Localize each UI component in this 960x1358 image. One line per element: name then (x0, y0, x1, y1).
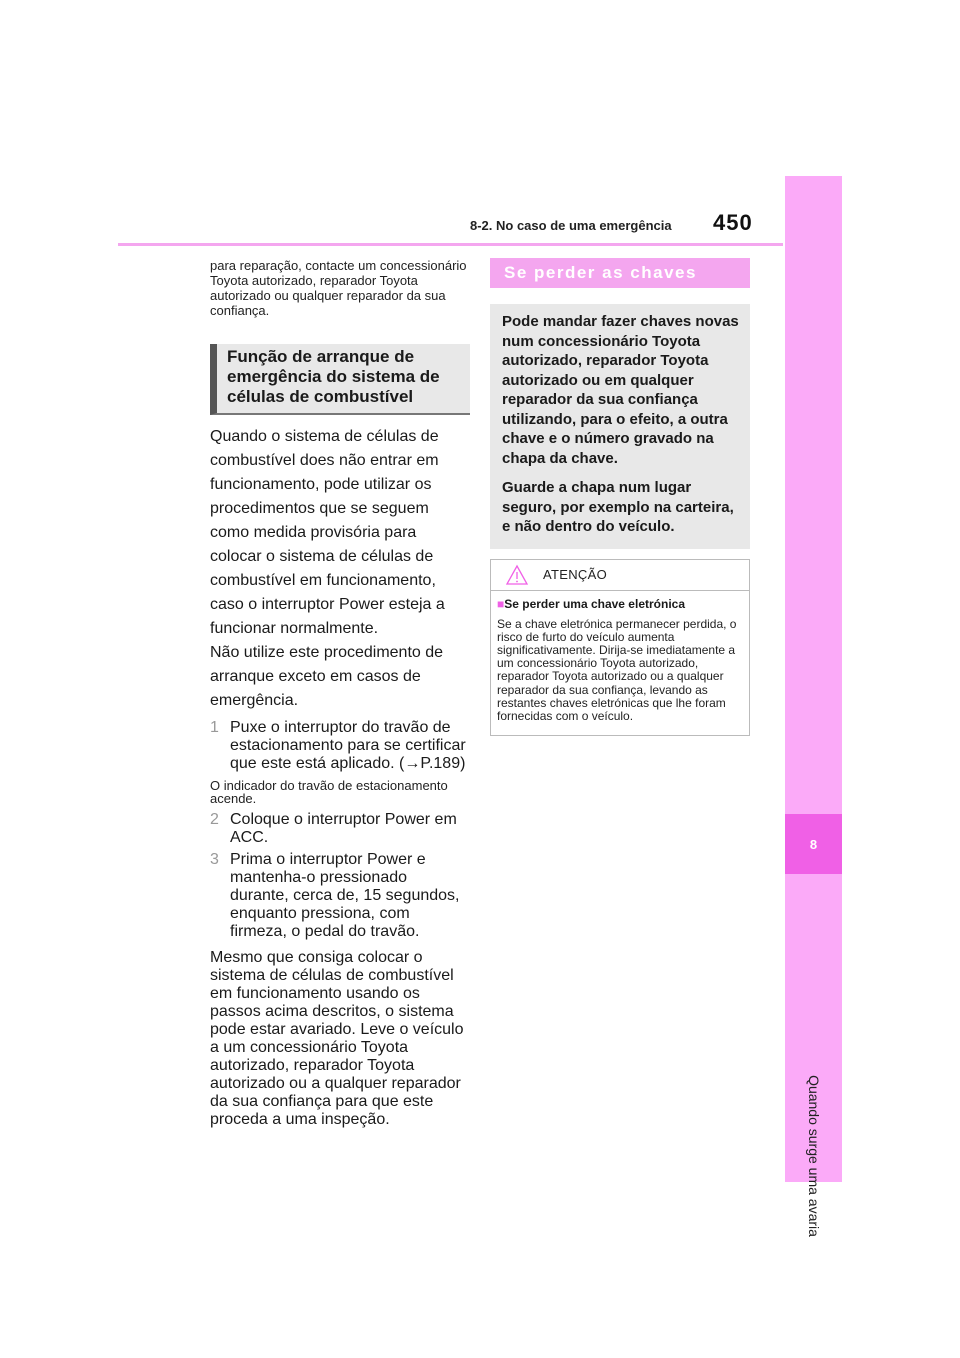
warning-body (491, 591, 749, 724)
chapter-title: Quando surge uma avaria (806, 1075, 822, 1237)
header-rule (118, 243, 783, 246)
left-column (210, 258, 470, 1129)
callout-paragraph: Guarde a chapa num lugar seguro, por exemplo na carteira, e não dentro do veículo. (502, 479, 734, 535)
step-number: 2 (210, 811, 219, 828)
page-number: 450 (713, 210, 753, 235)
step-number: 3 (210, 851, 219, 868)
step-text: Coloque o interruptor Power em ACC. (230, 811, 457, 846)
procedure-steps-continued (210, 811, 470, 941)
warning-box (490, 559, 750, 737)
right-column (490, 258, 750, 736)
step-note: O indicador do travão de estacionamento acende. (210, 778, 448, 806)
chapter-number: 8 (785, 814, 842, 874)
closing-paragraph: Mesmo que consiga colocar o sistema de células de combustível em funcionamento usando os passos acima descritos, o sistema pode estar avariado. Leve o veículo a um concessionário Toyota autorizado, reparador Toyota autorizado ou a qualquer reparador da sua confiança para que este proceda a uma inspeção. (210, 949, 464, 1128)
square-bullet-icon: ■ (497, 596, 505, 611)
emergency-start-paragraph: Quando o sistema de células de combustível does não entrar em funcionamento, pode utilizar os procedimentos que se seguem como medida provisória para colocar o sistema de células de combustível em funcionamento, caso o interruptor Power esteja a funcionar normalmente. (210, 428, 445, 637)
step-text: Prima o interruptor Power e mantenha-o pressionado durante, cerca de, 15 segundos, enquanto pressiona, com firmeza, o pedal do travão. (230, 851, 460, 940)
step-item (210, 811, 470, 847)
section-label: 8-2. No caso de uma emergência (470, 218, 672, 233)
step-number: 1 (210, 719, 219, 736)
intro-paragraph: para reparação, contacte um concessionário Toyota autorizado, reparador Toyota autorizado ou qualquer reparador da sua confiança. (210, 258, 467, 318)
callout-paragraph: Pode mandar fazer chaves novas num concessionário Toyota autorizado, reparador Toyota autorizado ou em qualquer reparador da sua confiança utilizando, para o efeito, a outra chave e o número gravado na chapa da chave. (502, 313, 739, 467)
step-item (210, 719, 470, 773)
chapter-title-wrapper (789, 1056, 839, 1256)
step-item (210, 851, 470, 941)
chapter-side-tab (785, 176, 842, 1237)
emergency-start-heading: Função de arranque de emergência do sistema de células de combustível (210, 344, 470, 415)
warning-label: ATENÇÃO (543, 567, 607, 582)
lost-keys-section-title: Se perder as chaves (490, 258, 750, 288)
warning-header (491, 560, 749, 591)
warning-subtitle-text: Se perder uma chave eletrónica (504, 596, 685, 611)
warning-text: Se a chave eletrónica permanecer perdida, o risco de furto do veículo aumenta significativamente. Dirija-se imediatamente a um concessionário Toyota autorizado, reparador Toyota autorizado ou a qualquer reparador da sua confiança, levando as restantes chaves eletrónicas que lhe foram fornecidas com o veículo. (497, 616, 737, 723)
emergency-only-paragraph: Não utilize este procedimento de arranque exceto em casos de emergência. (210, 644, 444, 709)
procedure-steps (210, 719, 470, 773)
warning-subtitle (497, 597, 743, 612)
step-text: Puxe o interruptor do travão de estacionamento para se certificar que este está aplicado. (→P.189) (230, 719, 466, 772)
lost-keys-callout (490, 304, 750, 549)
warning-triangle-icon (505, 564, 529, 586)
